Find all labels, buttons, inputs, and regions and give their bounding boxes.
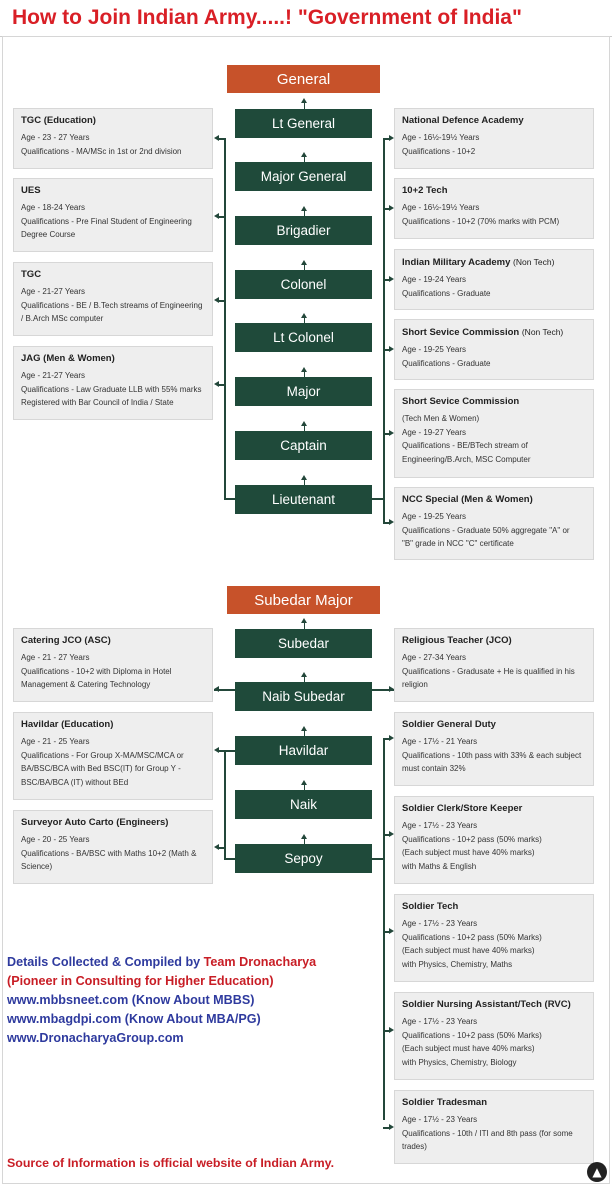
entry-detail-line: with Physics, Chemistry, Maths xyxy=(402,959,513,969)
entry-card-national-defence-academy xyxy=(394,108,594,169)
connector-line xyxy=(304,784,306,790)
connector-line xyxy=(304,479,306,485)
entry-detail-line: Qualifications - Gradusate + He is qualified in his xyxy=(402,666,575,676)
rank-havildar: Havildar xyxy=(235,736,372,765)
arrow-right-icon xyxy=(389,1027,394,1033)
connector-line xyxy=(219,300,225,302)
entry-detail-line: Registered with Bar Council of India / State xyxy=(21,398,174,407)
rank-major-general: Major General xyxy=(235,162,372,191)
entry-title xyxy=(21,719,206,731)
connector-line xyxy=(372,858,383,860)
entry-title-text: TGC xyxy=(21,269,42,280)
arrow-left-icon xyxy=(214,844,219,850)
entry-card-short-sevice-commission xyxy=(394,389,594,478)
entry-detail-line: Age - 21 - 25 Years xyxy=(21,737,90,746)
arrow-right-icon xyxy=(389,205,394,211)
entry-title-text: National Defence Academy xyxy=(402,115,524,126)
connector-line xyxy=(224,498,235,500)
arrow-left-icon xyxy=(214,297,219,303)
entry-title xyxy=(21,353,206,365)
entry-title-text: UES xyxy=(21,185,41,196)
connector-line xyxy=(219,847,225,849)
title-bar xyxy=(0,0,612,37)
entry-title xyxy=(402,999,587,1011)
entry-detail-line: Age - 16½-19½ Years xyxy=(402,203,480,212)
entry-detail-line: Qualifications - Graduate 50% aggregate "A" or xyxy=(402,525,570,535)
entry-title xyxy=(402,494,587,506)
entry-detail-line: Age - 17½ - 23 Years xyxy=(402,1017,478,1026)
arrow-right-icon xyxy=(389,276,394,282)
entry-card-havildar-education xyxy=(13,712,213,800)
rank-naib-subedar: Naib Subedar xyxy=(235,682,372,711)
connector-line xyxy=(304,156,306,162)
entry-card-jag-men-women xyxy=(13,346,213,420)
entry-title xyxy=(402,803,587,815)
entry-detail-line: Age - 19-25 Years xyxy=(402,345,467,354)
connector-line xyxy=(224,138,226,499)
entry-detail-line: Age - 17½ - 23 Years xyxy=(402,821,478,830)
connector-line xyxy=(304,730,306,736)
entry-detail-line: Qualifications - 10+2 xyxy=(402,146,476,156)
connector-line xyxy=(304,622,306,629)
entry-detail-line: Qualifications - 10th pass with 33% & each subject xyxy=(402,750,582,760)
entry-detail-line: Age - 17½ - 23 Years xyxy=(402,1115,478,1124)
arrow-left-icon xyxy=(214,135,219,141)
entry-card-10-2-tech xyxy=(394,178,594,239)
entry-card-short-sevice-commission xyxy=(394,319,594,380)
rank-lieutenant: Lieutenant xyxy=(235,485,372,514)
entry-detail-line: "B" grade in NCC "C" certificate xyxy=(402,539,514,548)
entry-card-tgc-education xyxy=(13,108,213,169)
entry-title xyxy=(402,326,587,339)
entry-title-text: TGC (Education) xyxy=(21,115,96,126)
entry-detail-line: Age - 19-24 Years xyxy=(402,275,467,284)
entry-title-text: Indian Military Academy xyxy=(402,257,511,268)
entry-detail-line: Age - 19-25 Years xyxy=(402,512,467,521)
entry-title xyxy=(21,635,206,647)
entry-detail-line: (Each subject must have 40% marks) xyxy=(402,848,535,857)
arrow-up-circle-icon[interactable]: ▲ xyxy=(587,1162,607,1182)
entry-detail-line: Age - 19-27 Years xyxy=(402,427,467,437)
entry-card-ncc-special-men-women xyxy=(394,487,594,560)
entry-title-text: 10+2 Tech xyxy=(402,185,448,196)
officer-top-rank-header: General xyxy=(227,65,380,93)
entry-detail-line: (Tech Men & Women) xyxy=(402,414,480,423)
entry-detail-line: Qualifications - 10+2 pass (50% marks) xyxy=(402,834,542,844)
entry-title-text: Short Sevice Commission xyxy=(402,327,520,338)
arrow-right-icon xyxy=(389,430,394,436)
entry-detail-line: (Each subject must have 40% marks) xyxy=(402,946,535,955)
entry-detail-line: trades) xyxy=(402,1142,427,1151)
arrow-right-icon xyxy=(389,346,394,352)
entry-detail-line: Qualifications - BA/BSC with Maths 10+2 (Math & xyxy=(21,848,197,858)
entry-title-text: JAG (Men & Women) xyxy=(21,353,115,364)
entry-detail-line: Engineering/B.Arch, MSC Computer xyxy=(402,454,531,464)
arrow-left-icon xyxy=(214,213,219,219)
connector-line xyxy=(219,216,225,218)
entry-title xyxy=(402,256,587,269)
entry-detail-line: Age - 18-24 Years xyxy=(21,203,86,212)
entry-detail-line: Qualifications - BE / B.Tech streams of Engineering xyxy=(21,300,203,310)
source-note: Source of Information is official website of Indian Army. xyxy=(7,1156,335,1170)
entry-detail-line: Management & Catering Technology xyxy=(21,680,151,689)
entry-title-note: (Non Tech) xyxy=(513,257,555,267)
entry-card-soldier-general-duty xyxy=(394,712,594,786)
footer-link-mbbs[interactable]: www.mbbsneet.com (Know About MBBS) xyxy=(7,993,255,1007)
connector-line xyxy=(304,317,306,323)
entry-title xyxy=(402,396,587,408)
entry-detail-line: must contain 32% xyxy=(402,764,466,773)
entry-detail-line: Qualifications - For Group X-MA/MSC/MCA or xyxy=(21,750,184,760)
arrow-left-icon xyxy=(214,381,219,387)
entry-title-text: Catering JCO (ASC) xyxy=(21,635,111,646)
entry-detail-line: Qualifications - 10+2 pass (50% Marks) xyxy=(402,1030,542,1040)
entry-title xyxy=(402,719,587,731)
connector-line xyxy=(304,210,306,216)
entry-title-text: Soldier Nursing Assistant/Tech (RVC) xyxy=(402,999,571,1010)
footer-link-group[interactable]: www.DronacharyaGroup.com xyxy=(7,1031,184,1045)
rank-colonel: Colonel xyxy=(235,270,372,299)
entry-title-text: Havildar (Education) xyxy=(21,719,114,730)
entry-detail-line: Age - 21 - 27 Years xyxy=(21,653,90,662)
entry-detail-line: / B.Arch MSc computer xyxy=(21,314,104,323)
entry-detail-line: Age - 17½ - 21 Years xyxy=(402,737,478,746)
footer-link-mba[interactable]: www.mbagdpi.com (Know About MBA/PG) xyxy=(7,1012,261,1026)
entry-detail-line: Science) xyxy=(21,862,53,871)
entry-detail-line: Age - 21-27 Years xyxy=(21,371,86,380)
connector-line xyxy=(304,264,306,270)
entry-detail-line: Qualifications - 10+2 (70% marks with PCM) xyxy=(402,216,560,226)
entry-detail-line: Age - 17½ - 23 Years xyxy=(402,919,478,928)
entry-title xyxy=(21,269,206,281)
credit-prefix: Details Collected & Compiled by xyxy=(7,955,204,969)
entry-title-text: Soldier Clerk/Store Keeper xyxy=(402,803,523,814)
rank-lt-general: Lt General xyxy=(235,109,372,138)
connector-line xyxy=(304,102,306,109)
entry-title xyxy=(21,185,206,197)
entry-detail-line: BA/BSC/BCA with Bed BSC(IT) for Group Y - xyxy=(21,764,181,773)
entry-detail-line: Age - 21-27 Years xyxy=(21,287,86,296)
entry-title-text: Soldier General Duty xyxy=(402,719,496,730)
entry-card-soldier-tech xyxy=(394,894,594,982)
compiled-by-block xyxy=(7,953,316,1048)
arrow-left-icon xyxy=(214,747,219,753)
entry-detail-line: Qualifications - 10th / ITI and 8th pass (for some xyxy=(402,1128,573,1138)
rank-subedar: Subedar xyxy=(235,629,372,658)
connector-line xyxy=(224,858,235,860)
entry-detail-line: Qualifications - 10+2 with Diploma in Hotel xyxy=(21,666,172,676)
entry-title-note: (Non Tech) xyxy=(521,327,564,337)
entry-card-soldier-tradesman xyxy=(394,1090,594,1164)
rank-sepoy: Sepoy xyxy=(235,844,372,873)
entry-detail-line: Degree Course xyxy=(21,230,76,239)
arrow-right-icon xyxy=(389,928,394,934)
entry-title-text: Soldier Tech xyxy=(402,901,459,912)
arrow-right-icon xyxy=(389,1124,394,1130)
entry-detail-line: Age - 20 - 25 Years xyxy=(21,835,90,844)
connector-line xyxy=(304,676,306,682)
entry-title-text: Short Sevice Commission xyxy=(402,396,520,407)
arrow-right-icon xyxy=(389,735,394,741)
connector-line xyxy=(304,425,306,431)
entry-title-text: Religious Teacher (JCO) xyxy=(402,635,512,646)
entry-detail-line: Qualifications - Graduate xyxy=(402,358,491,368)
entry-title-text: NCC Special (Men & Women) xyxy=(402,494,533,505)
entry-title xyxy=(402,185,587,197)
credit-line xyxy=(7,953,316,972)
entry-detail-line: Qualifications - Pre Final Student of Engineering xyxy=(21,216,192,226)
entry-title xyxy=(402,1097,587,1109)
arrow-right-icon xyxy=(389,519,394,525)
entry-detail-line: religion xyxy=(402,680,428,689)
entry-detail-line: Qualifications - Law Graduate LLB with 55% marks xyxy=(21,384,202,394)
connector-line xyxy=(304,838,306,844)
entry-detail-line: BSC/BA/BCA (IT) without BEd xyxy=(21,777,129,787)
entry-detail-line: with Physics, Chemistry, Biology xyxy=(402,1057,517,1067)
arrow-right-icon xyxy=(389,831,394,837)
credit-tagline: (Pioneer in Consulting for Higher Education) xyxy=(7,974,274,988)
entry-detail-line: Qualifications - 10+2 pass (50% Marks) xyxy=(402,932,542,942)
entry-title xyxy=(402,635,587,647)
entry-title xyxy=(21,817,206,829)
connector-line xyxy=(383,138,385,523)
entry-detail-line: (Each subject must have 40% marks) xyxy=(402,1044,535,1053)
connector-line xyxy=(219,750,225,752)
connector-line xyxy=(304,371,306,377)
entry-card-soldier-nursing-assistant-tech-rvc xyxy=(394,992,594,1080)
rank-brigadier: Brigadier xyxy=(235,216,372,245)
page-title: How to Join Indian Army.....! "Government of India" xyxy=(12,6,522,29)
entry-card-tgc xyxy=(13,262,213,336)
entry-card-soldier-clerk-store-keeper xyxy=(394,796,594,884)
connector-line xyxy=(224,750,235,752)
entry-title xyxy=(402,901,587,913)
entry-detail-line: with Maths & English xyxy=(402,861,477,871)
entry-detail-line: Age - 27-34 Years xyxy=(402,653,467,662)
arrow-right-icon xyxy=(389,686,394,692)
entry-detail-line: Qualifications - Graduate xyxy=(402,288,491,298)
arrow-right-icon xyxy=(389,135,394,141)
entry-detail-line: Age - 23 - 27 Years xyxy=(21,133,90,142)
rank-lt-colonel: Lt Colonel xyxy=(235,323,372,352)
entry-card-religious-teacher-jco xyxy=(394,628,594,702)
entry-title xyxy=(21,115,206,127)
rank-captain: Captain xyxy=(235,431,372,460)
jco-top-rank-header: Subedar Major xyxy=(227,586,380,614)
entry-card-catering-jco-asc xyxy=(13,628,213,702)
entry-detail-line: Qualifications - MA/MSc in 1st or 2nd division xyxy=(21,146,182,156)
entry-title xyxy=(402,115,587,127)
entry-card-indian-military-academy xyxy=(394,249,594,310)
entry-card-surveyor-auto-carto-engineers xyxy=(13,810,213,884)
credit-team: Team Dronacharya xyxy=(203,955,317,969)
connector-line xyxy=(219,138,225,140)
entry-title-text: Soldier Tradesman xyxy=(402,1097,488,1108)
connector-line xyxy=(372,498,383,500)
rank-naik: Naik xyxy=(235,790,372,819)
entry-detail-line: Qualifications - BE/BTech stream of xyxy=(402,441,528,450)
rank-major: Major xyxy=(235,377,372,406)
connector-line xyxy=(383,738,385,1120)
entry-detail-line: Age - 16½-19½ Years xyxy=(402,133,480,142)
connector-line xyxy=(224,750,226,858)
connector-line xyxy=(219,384,225,386)
entry-title-text: Surveyor Auto Carto (Engineers) xyxy=(21,817,169,828)
entry-card-ues xyxy=(13,178,213,252)
arrow-left-icon xyxy=(214,686,219,692)
